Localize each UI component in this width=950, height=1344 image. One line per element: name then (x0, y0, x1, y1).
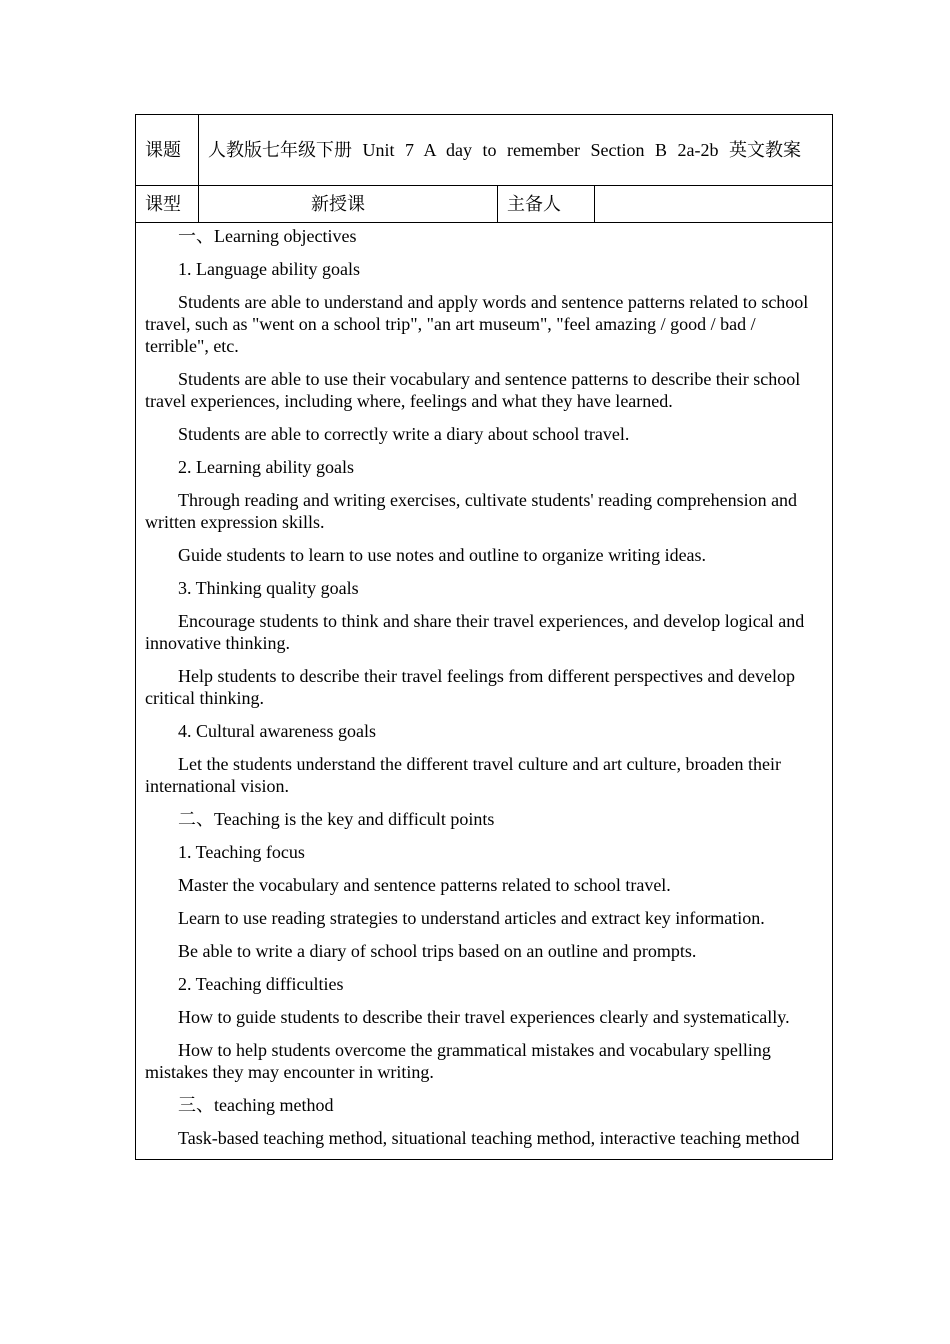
topic-value: 人教版七年级下册 Unit 7 A day to remember Section B 2a-2b 英文教案 (198, 115, 832, 185)
paragraph: Students are able to understand and apply words and sentence patterns related to school travel, such as "went on a school trip", "an art museum", "feel amazing / good / bad / terrible", etc. (145, 292, 809, 356)
subheading-thinking-goals: 3. Thinking quality goals (178, 578, 359, 598)
paragraph: How to help students overcome the grammatical mistakes and vocabulary spelling mistakes they may encounter in writing. (145, 1040, 771, 1082)
paragraph: Encourage students to think and share their travel experiences, and develop logical and innovative thinking. (145, 611, 805, 653)
subheading-cultural-goals: 4. Cultural awareness goals (178, 721, 376, 741)
paragraph: Learn to use reading strategies to understand articles and extract key information. (178, 908, 765, 928)
paragraph: Students are able to use their vocabulary and sentence patterns to describe their school travel experiences, including where, feelings and what they have learned. (145, 369, 801, 411)
lesson-type-value: 新授课 (198, 186, 497, 222)
topic-row (136, 115, 832, 186)
subheading-language-goals: 1. Language ability goals (178, 259, 360, 279)
lesson-type-row (136, 186, 832, 223)
paragraph: Master the vocabulary and sentence patterns related to school travel. (178, 875, 671, 895)
subheading-teaching-focus: 1. Teaching focus (178, 842, 305, 862)
paragraph: Let the students understand the different travel culture and art culture, broaden their international vision. (145, 754, 781, 796)
section-heading-objectives: 一、Learning objectives (178, 226, 357, 246)
paragraph: Help students to describe their travel feelings from different perspectives and develop critical thinking. (145, 666, 795, 708)
subheading-learning-goals: 2. Learning ability goals (178, 457, 354, 477)
paragraph: Be able to write a diary of school trips based on an outline and prompts. (178, 941, 697, 961)
section-heading-key-points: 二、Teaching is the key and difficult points (178, 809, 495, 829)
paragraph: How to guide students to describe their travel experiences clearly and systematically. (178, 1007, 790, 1027)
lesson-type-label: 课型 (145, 194, 181, 214)
preparer-value (594, 186, 832, 222)
topic-label: 课题 (145, 140, 181, 160)
lesson-content (136, 223, 832, 1159)
section-heading-method: 三、teaching method (178, 1095, 334, 1115)
preparer-label: 主备人 (497, 186, 594, 222)
subheading-teaching-difficulties: 2. Teaching difficulties (178, 974, 344, 994)
paragraph: Students are able to correctly write a diary about school travel. (178, 424, 630, 444)
lesson-plan-table (135, 114, 833, 1160)
paragraph: Through reading and writing exercises, cultivate students' reading comprehension and written expression skills. (145, 490, 798, 532)
paragraph: Task-based teaching method, situational teaching method, interactive teaching method (178, 1128, 800, 1148)
paragraph: Guide students to learn to use notes and outline to organize writing ideas. (178, 545, 707, 565)
